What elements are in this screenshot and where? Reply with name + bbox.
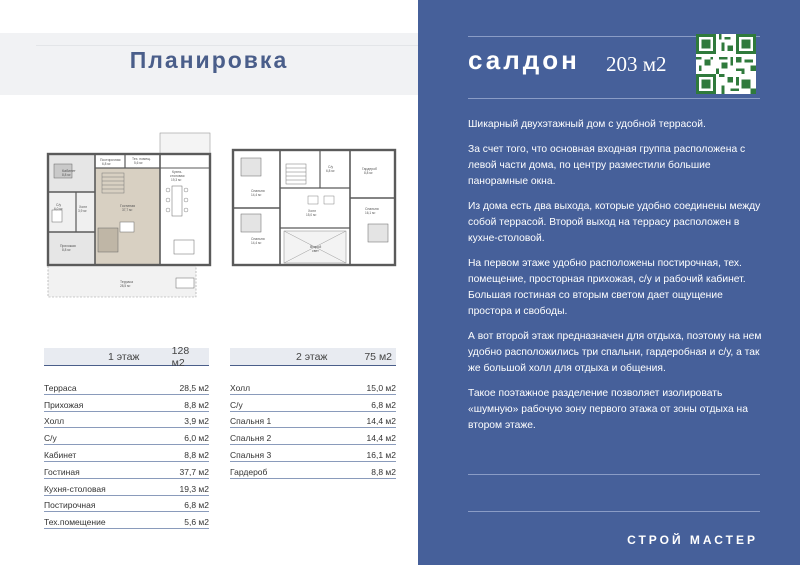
floor1-row-name: Холл [44,416,65,427]
floor1-label: 1 этаж [108,350,140,363]
plan1-terr-label: Терраса [120,280,134,284]
plan2-svet-label2: свет [312,249,319,253]
plan2-su-area: 6,8 м² [326,169,335,173]
floor1-row-value: 6,0 м2 [184,433,209,444]
floor2-area: 75 м2 [364,350,392,363]
plan2-sp1-area: 14,4 м² [251,193,262,197]
plan2-sp2-area: 14,4 м² [251,241,262,245]
floor1-row [44,378,209,395]
plan2-holl-area: 15,0 м² [306,213,317,217]
plan1-tex-label: Тех. помещ. [132,157,151,161]
floor2-row [230,445,396,462]
floor1-row-value: 6,8 м2 [184,500,209,511]
floor1-row-value: 3,9 м2 [184,416,209,427]
floor1-row-value: 19,3 м2 [179,483,209,494]
floor2-row-value: 14,4 м2 [366,433,396,444]
plan1-holl-label: Холл [79,205,87,209]
plan1-terr-area: 28,5 м² [120,284,131,288]
plan1-kuhnya-label2: столовая [170,174,185,178]
floor1-plan [48,133,210,297]
floor2-label: 2 этаж [296,350,328,363]
plan1-prih-label: Прихожая [60,244,76,248]
floor1-row-name: Терраса [44,382,77,393]
description-paragraph: За счет того, что основная входная группа расположена с левой части дома, по центру разместили большие панорамные окна. [468,144,746,187]
plan1-su-area: 6,0 м² [54,207,63,211]
floor1-row-value: 8,8 м2 [184,449,209,460]
floor1-row-name: Тех.помещение [44,517,106,528]
plan2-sp3-label: Спальня [365,207,379,211]
floor1-row-name: Кухня-столовая [44,483,106,494]
floor2-plan [233,150,395,265]
plan2-su-label: С/у [328,165,334,169]
floor1-row [44,395,209,412]
floor2-row [230,412,396,429]
plan1-kuhnya-area: 19,3 м² [171,178,182,182]
plan1-kuhnya-label: Кухня- [172,170,183,174]
floor1-rows [44,378,209,529]
plan2-sp2-label: Спальня [251,237,265,241]
plan2-svet-label: Второй [310,245,322,249]
floor1-area: 128 м2 [171,344,190,369]
floor1-row-name: Постирочная [44,500,96,511]
floor1-row [44,445,209,462]
floor-plans-drawing [40,128,400,308]
plan2-holl-label: Холл [308,209,316,213]
floor2-row-value: 8,8 м2 [371,466,396,477]
floor2-row [230,462,396,479]
page-title: Планировка [129,47,289,73]
floor2-row-name: Спальня 2 [230,433,272,444]
plan1-gost-label: Гостиная [120,204,136,208]
description [468,117,768,443]
description-paragraph: Шикарный двухэтажный дом с удобной террасой. [468,119,706,130]
floor1-row-name: Прихожая [44,399,84,410]
plan1-kabinet-label: Кабинет [62,169,76,173]
plan1-postir-label: Постирочная [100,158,121,162]
plan1-su-label: С/у [56,203,62,207]
description-paragraph: На первом этаже удобно расположены постирочная, тех. помещение, просторная прихожая, с/у и рабочий кабинет. Большая гостиная со вторым светом дает ощущение простора и свободы. [468,258,746,317]
floor2-row-name: Спальня 1 [230,416,272,427]
plan1-prih-area: 8,8 м² [62,248,71,252]
floor2-row-name: Гардероб [230,466,268,477]
floor2-row-value: 15,0 м2 [366,382,396,393]
plan2-sp3-area: 16,1 м² [365,211,376,215]
floor1-row [44,512,209,529]
floor1-row [44,462,209,479]
floor2-row-value: 14,4 м2 [366,416,396,427]
model-area: 203 м2 [606,52,667,76]
floor1-row-name: Гостиная [44,466,80,477]
floor1-table [44,344,209,529]
floor2-row-value: 6,8 м2 [371,399,396,410]
plan1-tex-area: 5,6 м² [134,161,143,165]
floor2-row [230,428,396,445]
floor2-header [230,348,396,366]
plan1-gost-area: 37,7 м² [122,208,133,212]
floor2-table [230,348,396,479]
floor1-row-value: 8,8 м2 [184,399,209,410]
floor1-row-value: 28,5 м2 [179,382,209,393]
plan2-gard-area: 8,8 м² [364,171,373,175]
right-panel [418,0,800,565]
floor2-row [230,378,396,395]
plan1-postir-area: 6,8 м² [102,162,111,166]
floor-plans [40,128,400,308]
floor1-header [44,344,209,369]
floor1-row [44,479,209,496]
qr-code-graphic [696,34,756,94]
floor1-row [44,496,209,513]
floor2-row-name: С/у [230,399,243,410]
floor1-row-value: 37,7 м2 [179,466,209,477]
floor1-row-value: 5,6 м2 [184,517,209,528]
plan1-holl-area: 3,9 м² [78,209,87,213]
description-paragraph: А вот второй этаж предназначен для отдыха, поэтому на нем удобно расположились три спальни, гардеробная и с/у, а так же большой холл для отдыха и общения. [468,331,762,374]
description-paragraph: Из дома есть два выхода, которые удобно соединены между собой террасой. Второй выход на террасу расположен в кухне-столовой. [468,201,761,244]
floor2-rows [230,378,396,479]
plan2-sp1-label: Спальня [251,189,265,193]
plan1-kabinet-area: 8,8 м² [62,173,71,177]
floor2-row-name: Холл [230,382,251,393]
floor1-row-name: Кабинет [44,449,77,460]
description-paragraph: Такое поэтажное разделение позволяет изолировать «шумную» рабочую зону первого этажа от зоны отдыха на втором этаже. [468,388,748,431]
floor1-row [44,428,209,445]
plan2-gard-label: Гардероб [362,167,377,171]
qr-code-icon[interactable] [696,34,756,94]
floor2-row-name: Спальня 3 [230,449,272,460]
floor2-row [230,395,396,412]
model-name: салдон [468,45,580,75]
brand-name: СТРОЙ МАСТЕР [627,533,758,547]
floor1-row-name: С/у [44,433,57,444]
floor1-row [44,412,209,429]
floor2-row-value: 16,1 м2 [366,449,396,460]
